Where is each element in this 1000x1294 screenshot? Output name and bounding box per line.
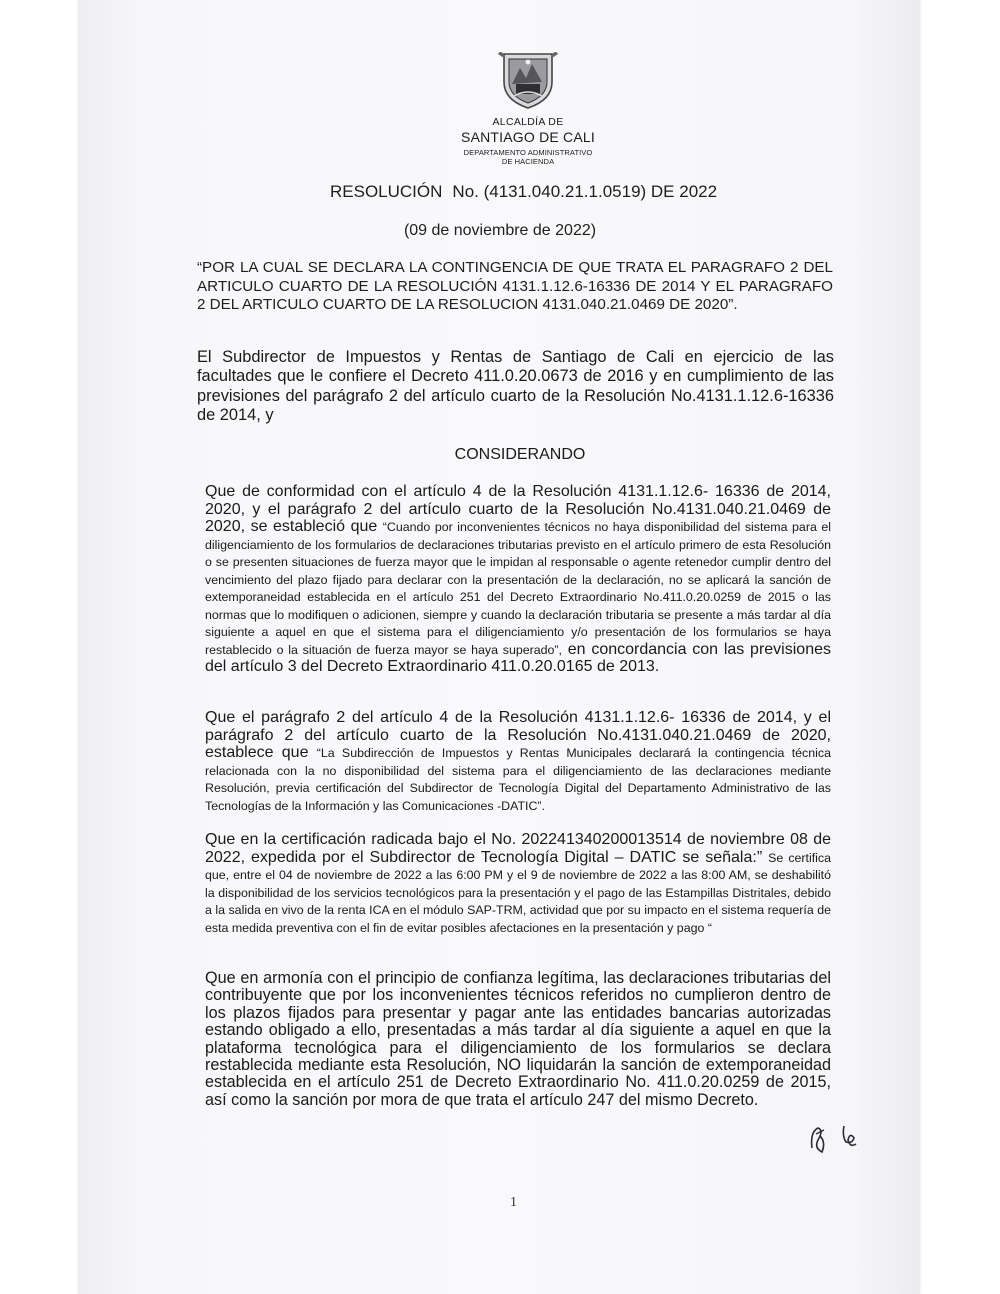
intro-paragraph: El Subdirector de Impuestos y Rentas de Santiago de Cali en ejercicio de las facultades que le confiere el Decreto 411.0.20.0673 de 2016 y en cumplimiento de las previsiones del parágrafo 2 del artículo cuarto de la Resolución No.4131.1.12.6-16336 de 2014, y (197, 348, 834, 425)
paragraph-4: Que en armonía con el principio de confianza legítima, las declaraciones tributarias del contribuyente que por los inconvenientes técnicos referidos no cumplieron dentro de los plazos fijados para presentar y pagar ante las entidades bancarias autorizadas estando obligado a ello, presentadas a más tardar al día siguiente a aquel en que la plataforma tecnológica para el diligenciamiento de los formularios se declara restablecida mediante esta Resolución, NO liquidarán la sanción de extemporaneidad establecida en el artículo 251 de Decreto Extraordinario No. 411.0.20.0259 de 2015, así como la sanción por mora de que trata el artículo 247 del mismo Decreto. (205, 969, 831, 1109)
paragraph-3-intro: Que en la certificación radicada bajo el No. 202241340200013514 de noviembre 08 de 2022, expedida por el Subdirector de Tecnología Digital – DATIC se señala:” (205, 831, 831, 866)
paragraph-2-quote: “La Subdirección de Impuestos y Rentas Municipales declarará la contingencia técnica relacionada con la no disponibilidad del sistema para el diligenciamiento de las declaraciones mediante Resolución, previa certificación del Subdirector de Tecnología Digital del Departamento Administrativo de las Tecnologías de la Información y las Comunicaciones -DATIC”. (205, 746, 831, 813)
header-alcaldia: ALCALDÍA DE (492, 116, 564, 128)
header-department-line2: DE HACIENDA (501, 157, 555, 166)
header-department-line1: DEPARTAMENTO ADMINISTRATIVO (463, 148, 593, 157)
paragraph-1-quote: “Cuando por inconvenientes técnicos no haya disponibilidad del sistema para el diligenciamiento de los formularios de declaraciones tributarias previsto en el artículo primero de esta Resolución o se presenten situaciones de fuerza mayor que le impidan al responsable o agente retenedor cumplir dentro del vencimiento del plazo fijado para declarar con la presentación de la declaración, no se aplicará la sanción de extemporaneidad establecida en el artículo 251 del Decreto Extraordinario No.411.0.20.0259 de 2015 o las normas que lo modifiquen o adicionen, siempre y cuando la declaración tributaria se presente a más tardar al día siguiente a aquel en que el sistema para el diligenciamiento y/o presentación de los formularios se haya restablecido o la situación de fuerza mayor se haya superado”, (205, 520, 831, 657)
page-number: 1 (510, 1195, 517, 1210)
paragraph-2 (205, 709, 831, 814)
paragraph-1-intro: Que de conformidad con el artículo 4 de la Resolución 4131.1.12.6- 16336 de 2014, 2020, y el parágrafo 2 del artículo cuarto de la Resolución No.4131.040.21.0469 de 2020, se estableció que (205, 483, 831, 535)
resolution-date: (09 de noviembre de 2022) (403, 222, 597, 239)
header-city: SANTIAGO DE CALI (461, 129, 595, 145)
coat-of-arms-icon (496, 48, 560, 112)
paragraph-3 (205, 831, 831, 936)
resolution-title (330, 182, 717, 202)
paragraph-2-intro: Que el parágrafo 2 del artículo 4 de la Resolución 4131.1.12.6- 16336 de 2014, y el parágrafo 2 del artículo cuarto de la Resolución No.4131.040.21.0469 de 2020, establece que (205, 709, 831, 761)
paragraph-3-quote: Se certifica que, entre el 04 de noviembre de 2022 a las 6:00 PM y el 9 de noviembre de 2022 a las 8:00 AM, se deshabilitó la disponibilidad de los servicios tecnológicos para la presentación y el pago de las Estampillas Distritales, debido a la salida en vivo de la renta ICA en el módulo SAP-TRM, actividad que por su impacto en el sistema requería de esta medida preventiva con el fin de evitar posibles afectaciones en la presentación y pago “ (205, 850, 832, 935)
paragraph-1-end: en concordancia con las previsiones del artículo 3 del Decreto Extraordinario 411.0.20.0165 de 2013. (205, 640, 831, 675)
signature-initials-icon (806, 1118, 866, 1158)
resolution-number: No. (4131.040.21.1.0519) DE 2022 (452, 182, 718, 201)
considerando-heading: CONSIDERANDO (454, 446, 586, 463)
resolution-label: RESOLUCIÓN (330, 182, 443, 201)
paragraph-1 (205, 483, 831, 676)
resolution-subject: “POR LA CUAL SE DECLARA LA CONTINGENCIA DE QUE TRATA EL PARAGRAFO 2 DEL ARTICULO CUARTO DE LA RESOLUCIÓN 4131.1.12.6-16336 DE 2014 Y EL PARAGRAFO 2 DEL ARTICULO CUARTO DE LA RESOLUCION 4131.040.21.0469 DE 2020”. (197, 259, 833, 313)
